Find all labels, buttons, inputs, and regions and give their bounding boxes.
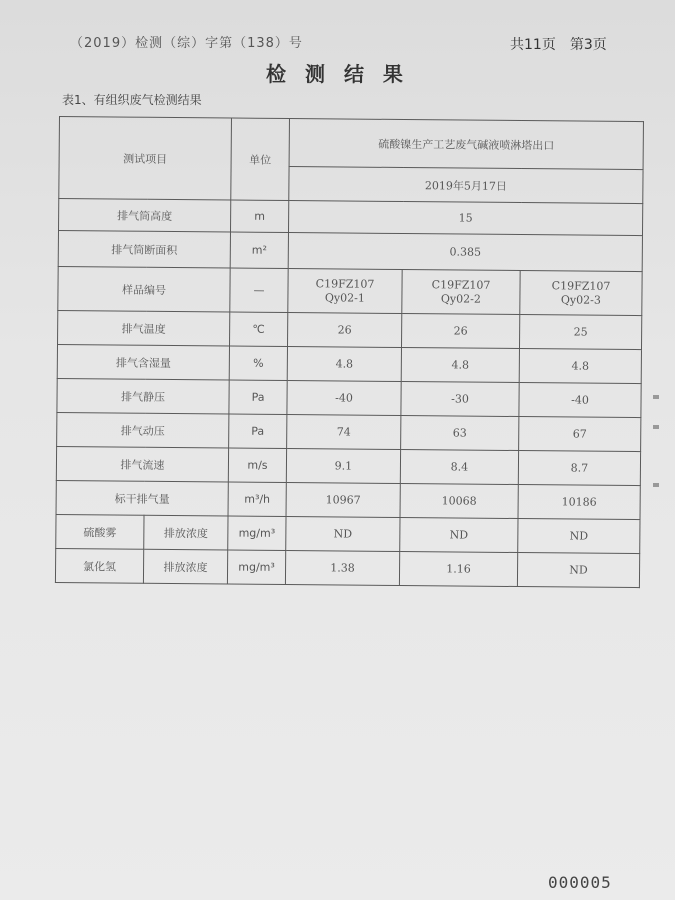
- row-value: ND: [518, 519, 640, 554]
- row-value: 9.1: [286, 448, 400, 483]
- sample-id-1: C19FZ107 Qy02-1: [288, 269, 402, 314]
- pollutant-param: 排放浓度: [144, 515, 228, 550]
- table-row: [57, 412, 641, 451]
- row-label: 排气流速: [56, 446, 228, 481]
- scan-mark: [653, 483, 659, 487]
- col-header-unit: 单位: [231, 118, 290, 201]
- row-unit: Pa: [229, 380, 287, 415]
- row-unit: m: [230, 200, 288, 233]
- row-value: 4.8: [519, 349, 641, 384]
- pollutant-param: 排放浓度: [143, 549, 227, 584]
- row-value: ND: [286, 516, 400, 551]
- sample-id-row: [58, 266, 642, 315]
- row-value: 1.38: [285, 550, 399, 585]
- row-unit: —: [230, 268, 288, 313]
- row-value: -40: [287, 381, 401, 416]
- sample-id-2: C19FZ107 Qy02-2: [402, 270, 520, 315]
- scan-mark: [653, 395, 659, 399]
- table-row: [59, 199, 643, 236]
- row-label: 样品编号: [58, 266, 230, 311]
- row-label: 排气温度: [58, 310, 230, 345]
- row-value: 8.7: [518, 451, 640, 486]
- row-label: 排气静压: [57, 378, 229, 413]
- row-value: ND: [517, 553, 639, 588]
- row-value: 0.385: [288, 233, 642, 272]
- page-info: 共11页 第3页: [510, 37, 607, 53]
- row-unit: mg/m³: [228, 516, 286, 551]
- row-label: 排气含湿量: [57, 344, 229, 379]
- sampling-date: 2019年5月17日: [289, 167, 643, 204]
- row-value: 26: [287, 313, 401, 348]
- table-row: [58, 231, 642, 272]
- table-row: [58, 310, 642, 349]
- row-unit: ℃: [229, 312, 287, 347]
- row-value: 26: [401, 313, 519, 348]
- page-code: 000005: [548, 873, 612, 892]
- row-unit: Pa: [229, 414, 287, 449]
- page-title: 检 测 结 果: [266, 62, 409, 86]
- table-row: [57, 378, 641, 417]
- row-value: ND: [400, 517, 518, 552]
- row-value: 15: [288, 201, 642, 236]
- row-value: 63: [401, 415, 519, 450]
- row-value: -40: [519, 383, 641, 418]
- row-value: 8.4: [400, 449, 518, 484]
- header-row: [59, 117, 643, 170]
- row-value: 74: [287, 415, 401, 450]
- scan-mark: [653, 425, 659, 429]
- row-label: 排气筒断面积: [58, 231, 230, 268]
- report-number: （2019）检测（综）字第（138）号: [70, 36, 303, 51]
- row-unit: m²: [230, 232, 288, 269]
- pollutant-name: 氯化氢: [55, 548, 143, 583]
- pollutant-name: 硫酸雾: [56, 514, 144, 549]
- table-row: [57, 344, 641, 383]
- pollutant-row: [56, 514, 640, 553]
- row-value: 1.16: [399, 551, 517, 586]
- results-table: [55, 116, 644, 588]
- sampling-location: 硫酸镍生产工艺废气碱液喷淋塔出口: [289, 119, 643, 170]
- row-unit: m³/h: [228, 482, 286, 517]
- table-caption: 表1、有组织废气检测结果: [62, 93, 202, 107]
- table-row: [56, 446, 640, 485]
- row-value: 25: [519, 315, 641, 350]
- row-value: 10186: [518, 485, 640, 520]
- row-label: 标干排气量: [56, 480, 228, 515]
- row-value: -30: [401, 381, 519, 416]
- row-unit: m/s: [228, 448, 286, 483]
- row-label: 排气筒高度: [59, 199, 231, 232]
- row-unit: mg/m³: [227, 550, 285, 585]
- row-value: 67: [519, 417, 641, 452]
- row-value: 10068: [400, 483, 518, 518]
- row-label: 排气动压: [57, 412, 229, 447]
- col-header-item: 测试项目: [59, 117, 232, 200]
- row-value: 10967: [286, 482, 400, 517]
- sample-id-3: C19FZ107 Qy02-3: [520, 271, 642, 316]
- table-row: [56, 480, 640, 519]
- row-value: 4.8: [287, 347, 401, 382]
- pollutant-row: [55, 548, 639, 587]
- row-value: 4.8: [401, 347, 519, 382]
- row-unit: %: [229, 346, 287, 381]
